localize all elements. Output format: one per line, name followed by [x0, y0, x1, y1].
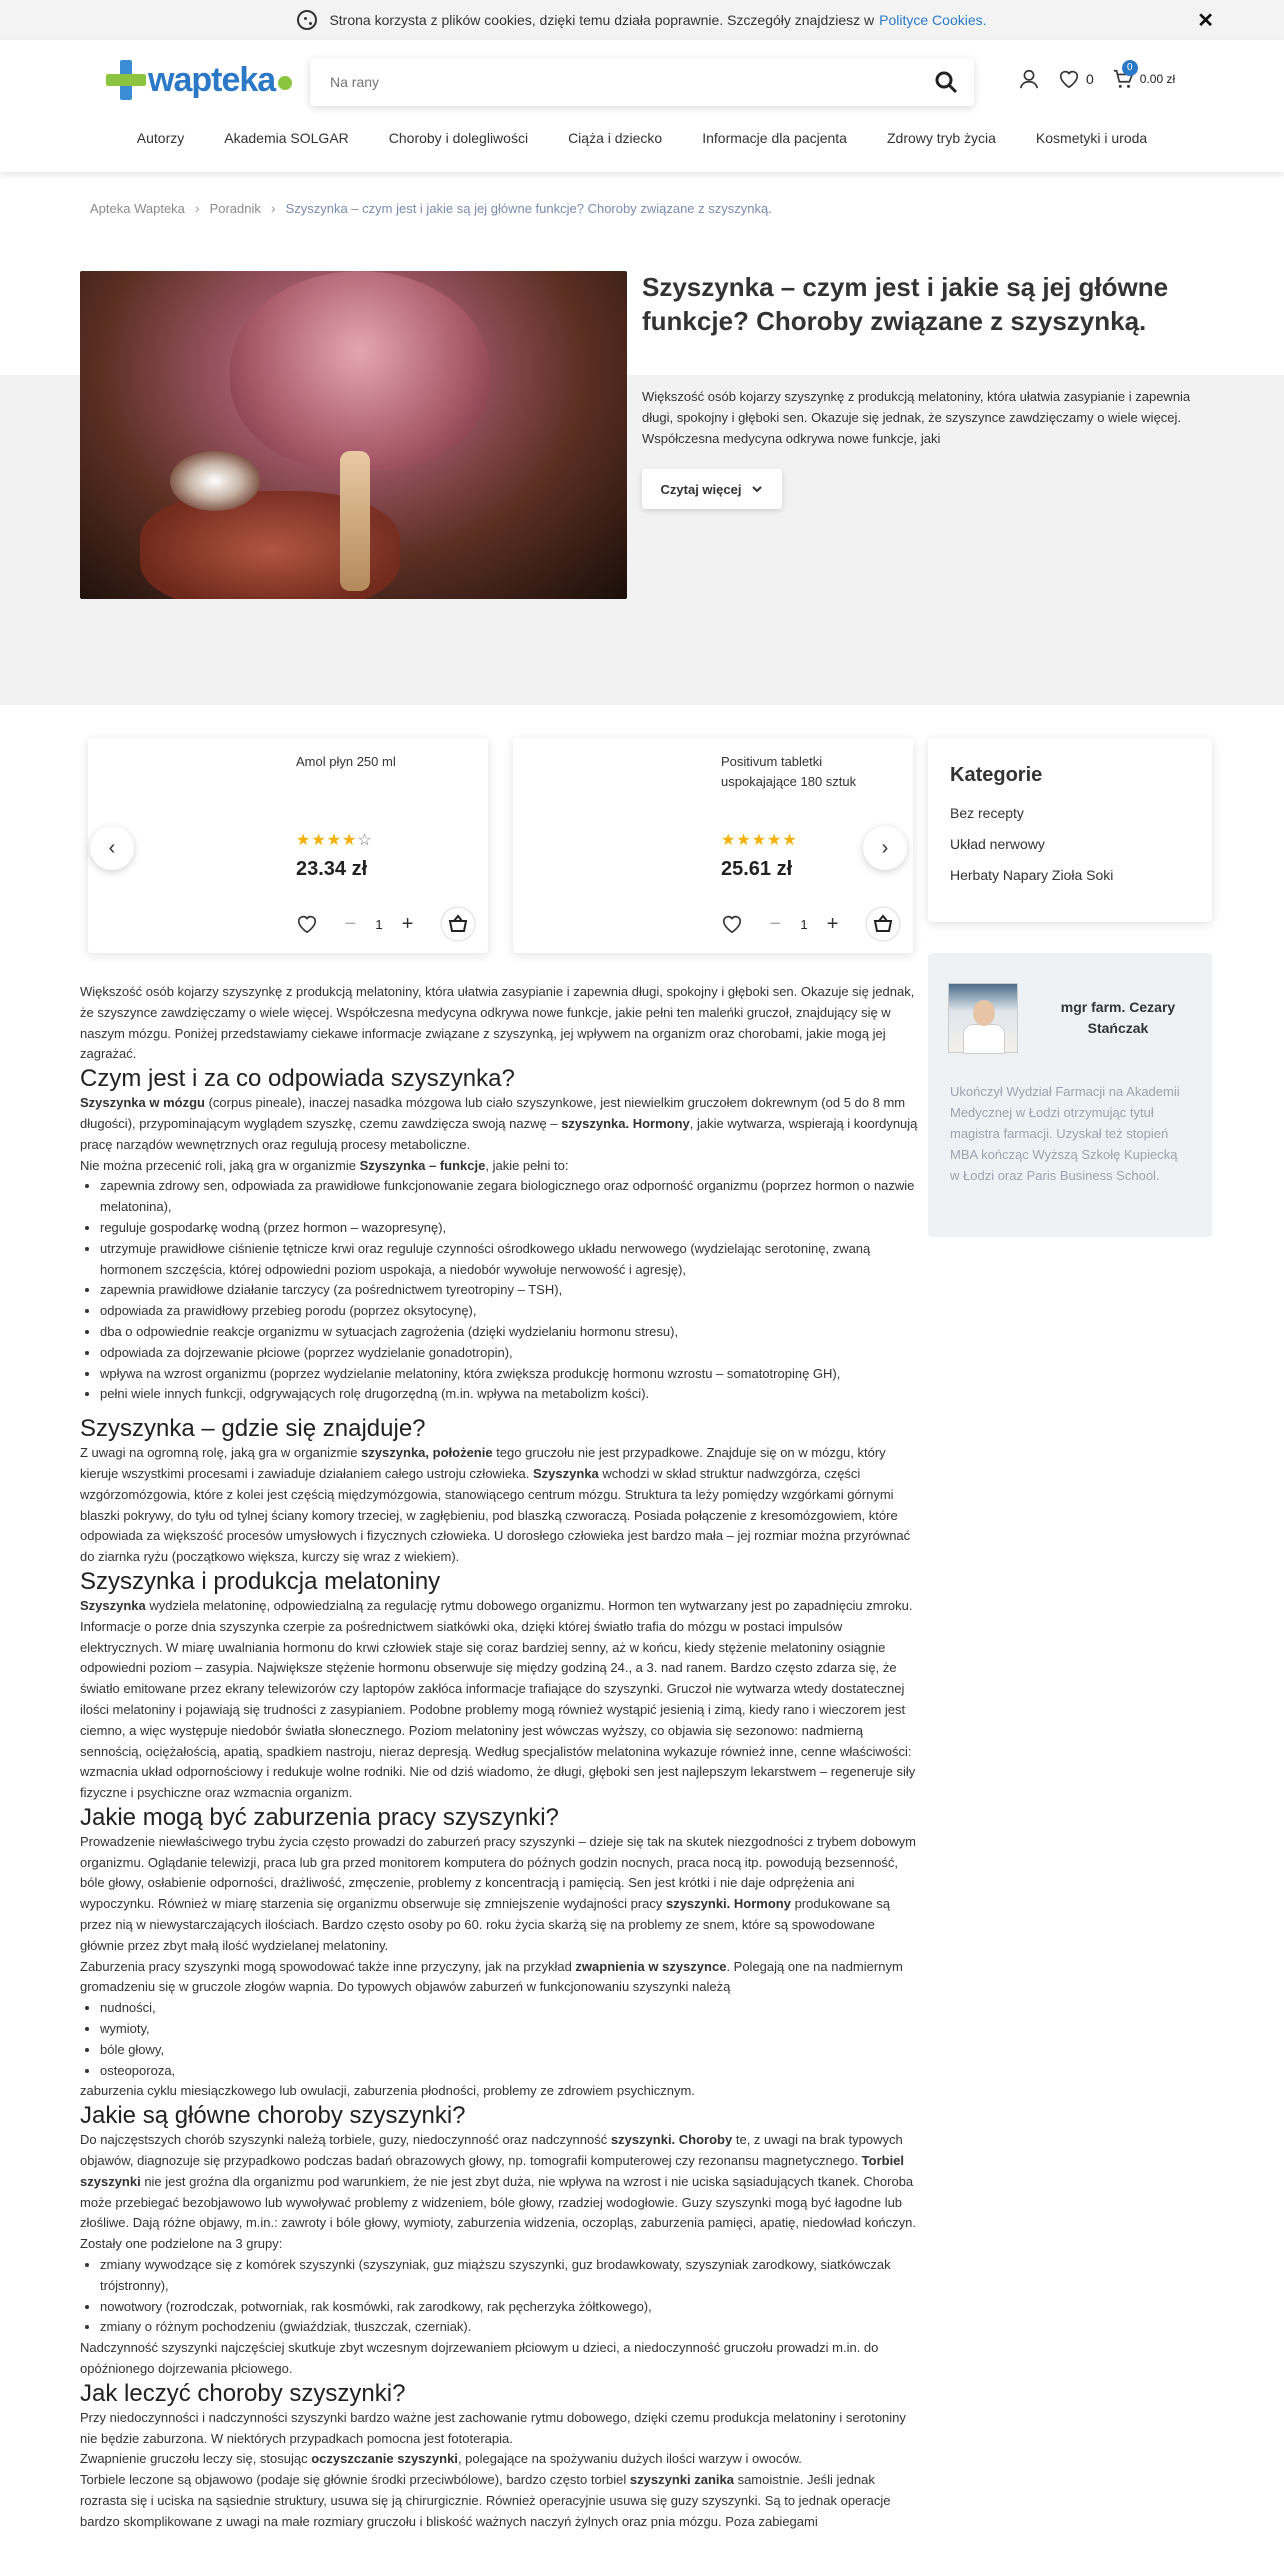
search-box — [310, 58, 974, 106]
product-price: 23.34 zł — [296, 858, 368, 880]
list-item: • osteoporoza, — [100, 2061, 920, 2082]
cookie-policy-link[interactable]: Polityce Cookies. — [879, 12, 987, 28]
minus-button[interactable]: − — [344, 912, 357, 935]
paragraph: Prowadzenie niewłaściwego trybu życia często prowadzi do zaburzeń pracy szyszynki – dzieje się tak na skutek niezgodności z trybem dobowym organizmu. Oglądanie telewizji, praca lub gra przed monitorem komputera do późnych godzin nocnych, praca nocą itp. powodują bezsenność, bóle głowy, osłabienie odporności, drażliwość, zmęczenie, problemy z koncentracją i pamięcią. Sen jest krótki i nie daje odprężenia ani wypoczynku. Również w miarę starzenia się organizmu obserwuje się zmniejszenie wydajności pracy szyszynki. Hormony produkowane są przez nią w niewystarczających ilościach. Bardzo często osoby po 60. roku życia skarżą się na problemy ze snem, które są spowodowane głównie przez zbyt małą ilość wydzielanej melatoniny. — [80, 1833, 917, 1953]
paragraph: Nie można przecenić roli, jaką gra w organizmie Szyszynka – funkcje, jakie pełni to: — [80, 1157, 569, 1173]
quantity-value[interactable]: 1 — [800, 916, 808, 932]
product-card[interactable] — [513, 738, 913, 953]
nav-item-autorzy[interactable]: Autorzy — [136, 130, 185, 146]
category-link[interactable]: Bez recepty — [950, 805, 1024, 821]
wishlist-button[interactable] — [1058, 68, 1094, 90]
rating-stars: ★★★★★ — [721, 832, 798, 849]
product-actions — [721, 906, 901, 942]
page-title: Szyszynka – czym jest i jakie są jej główne funkcje? Choroby związane z szyszynką. — [642, 272, 1169, 336]
nav-item-akademia-solgar[interactable]: Akademia SOLGAR — [224, 130, 349, 146]
cart-button[interactable] — [1112, 62, 1176, 90]
product-name[interactable]: Positivum tabletki uspokajające 180 sztuk — [721, 754, 857, 789]
paragraph: Zaburzenia pracy szyszynki mogą spowodować także inne przyczyny, jak na przykład zwapnienia w szyszynce. Polegają one na nadmiernym gromadzeniu się w gruczole złogów wapnia. Do typowych objawów zaburzeń w funkcjonowaniu szyszynki należą — [80, 1958, 903, 1995]
list-item: • zmiany wywodzące się z komórek szyszynki (szyszyniak, guz miąższu szyszynki, guz brodawkowaty, szyszyniak zarodkowy, siatkówczak trójstronny), — [100, 2255, 920, 2297]
heart-icon[interactable] — [296, 913, 318, 935]
quantity-value[interactable]: 1 — [375, 916, 383, 932]
breadcrumb — [90, 200, 782, 216]
paragraph: Nadczynność szyszynki najczęściej skutkuje zbyt wczesnym dojrzewaniem płciowym u dzieci, a niedoczynność gruczołu prowadzi m.in. do opóźnionego dojrzewania płciowego. — [80, 2340, 879, 2377]
cookie-icon — [297, 10, 317, 30]
list-item: • pełni wiele innych funkcji, odgrywających rolę drugorzędną (m.in. wpływa na metabolizm kości). — [100, 1384, 920, 1405]
site-header — [0, 40, 1284, 172]
nav-item-kosmetyki[interactable]: Kosmetyki i uroda — [1035, 130, 1148, 146]
paragraph: Torbiele leczone są objawowo (podaje się głównie środki przeciwbólowe), bardzo często torbiel szyszynki zanika samoistnie. Jeśli jednak rozrasta się i uciska na sąsiednie struktury, usuwa się ją chirurgicznie. Również operacyjnie usuwa się guzy szyszynki. Są to jednak operacje bardzo skomplikowane z uwagi na małe rozmiary gruczołu i bliskość ważnych naczyń żylnych oraz pnia mózgu. Poza zabiegami — [80, 2472, 891, 2529]
list-item: • odpowiada za dojrzewanie płciowe (poprzez wydzielanie gonadotropin), — [100, 1343, 920, 1364]
section-heading: Czym jest i za co odpowiada szyszynka? — [80, 1065, 515, 1093]
search-icon[interactable] — [934, 70, 958, 94]
logo[interactable] — [106, 60, 292, 100]
paragraph: Przy niedoczynności i nadczynności szyszynki bardzo ważne jest zachowanie rytmu dobowego, dzięki czemu produkcja melatoniny i serotoniny nie będzie zaburzona. W niektórych przypadkach pomocna jest fototerapia. — [80, 2409, 906, 2446]
author-panel — [928, 953, 1212, 1237]
main-nav — [0, 130, 1284, 146]
paragraph: Z uwagi na ogromną rolę, jaką gra w organizmie szyszynka, położenie tego gruczołu nie jest przypadkowe. Znajduje się on w mózgu, który kieruje wszystkimi procesami i zawiaduje działaniem całego ustroju człowieka. Szyszynka wchodzi w skład struktur nadwzgórza, części wzgórzomózgowia, które z kolei jest częścią międzymózgowia, stanowiącego centrum mózgu. Struktura ta leży pomiędzy wzgórkami górnymi blaszki pokrywy, do tyłu od tylnej ściany komory trzeciej, w zagłębieniu, pod blaszką czworaczą. Posiada połączenie z kresomózgowiem, które odpowiada za większość procesów umysłowych i fizycznych człowieka. U dorosłego człowieka jest bardzo mała – jej rozmiar można przyrównać do ziarnka ryżu (początkowo większa, kurczy się wraz z wiekiem). — [80, 1445, 911, 1565]
function-list — [100, 1176, 920, 1405]
paragraph: Większość osób kojarzy szyszynkę z produkcją melatoniny, która ułatwia zasypianie i zapewnia długi, spokojny i głęboki sen. Okazuje się jednak, że szyszynce zawdzięczamy o wiele więcej. Współczesna medycyna odkrywa nowe funkcje, jakie pełni ten maleńki gruczoł, znajdujący się w naszym mózgu. Poniżej przedstawiamy ciekawe informacje związane z szyszynką, jej wpływem na organizm oraz chorobami, jakie mogą jej zagrażać. — [80, 984, 915, 1062]
avatar[interactable] — [948, 983, 1018, 1053]
minus-button[interactable]: − — [769, 912, 782, 935]
nav-item-ciaza[interactable]: Ciąża i dziecko — [568, 130, 663, 146]
breadcrumb-item[interactable]: Poradnik — [209, 200, 261, 216]
list-item: • bóle głowy, — [100, 2040, 920, 2061]
list-item: • zmiany o różnym pochodzeniu (gwiaździak, tłuszczak, czerniak). — [100, 2317, 920, 2338]
author-name[interactable]: mgr farm. Cezary Stańczak — [1060, 999, 1176, 1036]
section-heading: Szyszynka – gdzie się znajduje? — [80, 1415, 426, 1443]
breadcrumb-current: Szyszynka – czym jest i jakie są jej główne funkcje? Choroby związane z szyszynką. — [285, 200, 772, 216]
quantity-stepper — [764, 913, 843, 935]
plus-button[interactable]: + — [401, 912, 414, 935]
breadcrumb-item[interactable]: Apteka Wapteka — [90, 200, 185, 216]
list-item: • dba o odpowiednie reakcje organizmu w sytuacjach zagrożenia (dzięki wydzielaniu hormonu stresu), — [100, 1322, 920, 1343]
article-body — [80, 982, 920, 2533]
rating-stars: ★★★★☆ — [296, 832, 373, 849]
list-item: • wymioty, — [100, 2019, 920, 2040]
section-heading: Jak leczyć choroby szyszynki? — [80, 2379, 406, 2407]
list-item: • nowotwory (rozrodczak, potworniak, rak kosmówki, rak zarodkowy, rak pęcherzyka żółtkowego), — [100, 2297, 920, 2318]
account-button[interactable] — [1018, 68, 1040, 90]
section-heading: Szyszynka i produkcja melatoniny — [80, 1567, 441, 1595]
nav-item-zdrowy-tryb[interactable]: Zdrowy tryb życia — [886, 130, 996, 146]
logo-dot-icon — [278, 76, 292, 90]
list-item: • zapewnia prawidłowe działanie tarczycy (za pośrednictwem tyreotropiny – TSH), — [100, 1280, 920, 1301]
chevron-right-icon: › — [194, 200, 200, 216]
paragraph: Szyszynka wydziela melatoninę, odpowiedzialną za regulację rytmu dobowego organizmu. Hormon ten wytwarzany jest po zapadnięciu zmroku. Informacje o porze dnia szyszynka czerpie za pośrednictwem siatkówki oka, dzięki której światło trafia do mózgu w postaci impulsów elektrycznych. W miarę uwalniania hormonu do krwi człowiek staje się coraz bardziej senny, aż w końcu, kiedy stężenie melatoniny osiągnie odpowiedni poziom – zasypia. Największe stężenie hormonu obserwuje się między godziną 24., a 3. nad ranem. Bardzo często zdarza się, że światło emitowane przez ekrany telewizorów czy laptopów zakłóca informacje trafiające do szyszynki. Gruczoł nie wytwarza wtedy dostatecznej ilości melatoniny i pojawiają się trudności z zasypianiem. Podobne problemy mogą również wystąpić jesienią i zimą, kiedy rano i wieczorem jest ciemno, a więc występuje niedobór światła słonecznego. Poziom melatoniny jest wówczas wyższy, co objawia się sezonowo: nadmierną sennością, ociężałością, apatią, spadkiem nastroju, nieraz depresją. Według specjalistów melatonina wykazuje również inne, cenne właściwości: wzmacnia układ odpornościowy i redukuje wolne rodniki. Nie od dziś wiadomo, że długi, głęboki sen jest najlepszym lekarstwem – regeneruje siły fizyczne i psychiczne oraz wzmacnia organizm. — [80, 1597, 916, 1801]
hero-intro: Większość osób kojarzy szyszynkę z produkcją melatoniny, która ułatwia zasypianie i zapewnia długi, spokojny i głęboki sen. Okazuje się jednak, że szyszynce zawdzięczamy o wiele więcej. Współczesna medycyna odkrywa nowe funkcje, jaki — [642, 389, 1191, 446]
list-item: • wpływa na wzrost organizmu (poprzez wydzielanie melatoniny, która zwiększa produkcję hormonu wzrostu – somatotropinę GH), — [100, 1364, 920, 1385]
carousel-next-button[interactable] — [863, 826, 907, 870]
heart-icon[interactable] — [721, 913, 743, 935]
cookie-bar — [0, 0, 1284, 40]
product-price: 25.61 zł — [721, 858, 793, 880]
product-name[interactable]: Amol płyn 250 ml — [296, 754, 396, 769]
close-icon[interactable]: ✕ — [1197, 10, 1214, 32]
cookie-text: Strona korzysta z plików cookies, dzięki temu działa poprawnie. Szczegóły znajdziesz w — [329, 12, 875, 28]
product-card[interactable] — [88, 738, 488, 953]
list-item: • odpowiada za prawidłowy przebieg porodu (poprzez oksytocynę), — [100, 1301, 920, 1322]
paragraph: Zwapnienie gruczołu leczy się, stosując oczyszczanie szyszynki, polegające na spożywaniu dużych ilości warzyw i owoców. — [80, 2451, 802, 2467]
quantity-stepper — [339, 913, 418, 935]
nav-item-choroby[interactable]: Choroby i dolegliwości — [388, 130, 529, 146]
category-link[interactable]: Układ nerwowy — [950, 836, 1045, 852]
nav-item-informacje[interactable]: Informacje dla pacjenta — [702, 130, 847, 146]
symptom-list — [100, 1998, 920, 2081]
logo-text: wapteka — [148, 60, 276, 99]
product-actions — [296, 906, 476, 942]
tumor-list — [100, 2255, 920, 2338]
plus-button[interactable]: + — [826, 912, 839, 935]
list-item: • reguluje gospodarkę wodną (przez hormon – wazopresynę), — [100, 1218, 920, 1239]
categories-title: Kategorie — [950, 764, 1043, 786]
wishlist-count: 0 — [1086, 71, 1094, 87]
category-link[interactable]: Herbaty Napary Zioła Soki — [950, 867, 1114, 883]
carousel-prev-button[interactable] — [90, 826, 134, 870]
chevron-left-icon: ‹ — [108, 836, 116, 859]
read-more-button[interactable] — [642, 469, 782, 509]
heart-icon — [1058, 68, 1080, 90]
hero-image — [80, 271, 627, 599]
read-more-label: Czytaj więcej — [660, 481, 742, 497]
paragraph: Do najczęstszych chorób szyszynki należą torbiele, guzy, niedoczynność oraz nadczynność szyszynki. Choroby te, z uwagi na brak typowych objawów, diagnozuje się przypadkowo podczas badań obrazowych głowy, np. tomografii komputerowej czy rezonansu magnetycznego. Torbiel szyszynki nie jest groźna dla organizmu pod warunkiem, że nie jest zbyt duża, nie wpływa na wzrost i nie uciska sąsiadujących tkanek. Choroba może przebiegać bezobjawowo lub wywoływać problemy z widzeniem, bóle głowy, rzadziej wodogłowie. Guzy szyszynki mogą być łagodne lub złośliwe. Dają różne objawy, m.in.: zawroty i bóle głowy, wymioty, zaburzenia widzenia, oczopląs, zaburzenia pamięci, apatię, niedowład kończyn. Zostały one podzielone na 3 grupy: — [80, 2132, 917, 2252]
chevron-right-icon: › — [881, 836, 889, 859]
search-input[interactable] — [310, 58, 870, 106]
author-bio: Ukończył Wydział Farmacji na Akademii Medycznej w Łodzi otrzymując tytuł magistra farmacji. Uzyskał też stopień MBA kończąc Wyższą Szkołę Kupiecką w Łodzi oraz Paris Business School. — [950, 1084, 1180, 1183]
section-heading: Jakie mogą być zaburzenia pracy szyszynki? — [80, 1803, 559, 1831]
header-icons — [1018, 62, 1176, 90]
chevron-right-icon: › — [270, 200, 276, 216]
categories-panel — [928, 738, 1212, 922]
section-heading: Jakie są główne choroby szyszynki? — [80, 2102, 466, 2130]
list-item: • zapewnia zdrowy sen, odpowiada za prawidłowe funkcjonowanie zegara biologicznego oraz odporność organizmu (poprzez hormon o nazwie melatonina), — [100, 1176, 920, 1218]
logo-cross-icon — [106, 60, 146, 100]
add-to-cart-icon[interactable] — [440, 906, 476, 942]
chevron-down-icon — [751, 483, 763, 495]
add-to-cart-icon[interactable] — [865, 906, 901, 942]
cart-total: 0.00 zł — [1139, 72, 1176, 86]
cart-badge: 0 — [1122, 60, 1138, 76]
user-icon — [1018, 68, 1040, 90]
paragraph: zaburzenia cyklu miesiączkowego lub owulacji, zaburzenia płodności, problemy ze zdrowiem psychicznym. — [80, 2083, 695, 2099]
list-item: • nudności, — [100, 1998, 920, 2019]
list-item: • utrzymuje prawidłowe ciśnienie tętnicze krwi oraz reguluje czynności ośrodkowego układu nerwowego (wydzielając serotoninę, zwaną hormonem szczęścia, której odpowiedni poziom uspokaja, a niedobór wywołuje nerwowość i agresję), — [100, 1239, 920, 1281]
paragraph: Szyszynka w mózgu (corpus pineale), inaczej nasadka mózgowa lub ciało szyszynkowe, jest niewielkim gruczołem dokrewnym (od 5 do 8 mm długości), przypominającym wyglądem szyszkę, czemu zawdzięcza swoją nazwę – szyszynka. Hormony, jakie wytwarza, wspierają i koordynują pracę narządów wewnętrznych oraz regulują procesy metaboliczne. — [80, 1095, 918, 1152]
